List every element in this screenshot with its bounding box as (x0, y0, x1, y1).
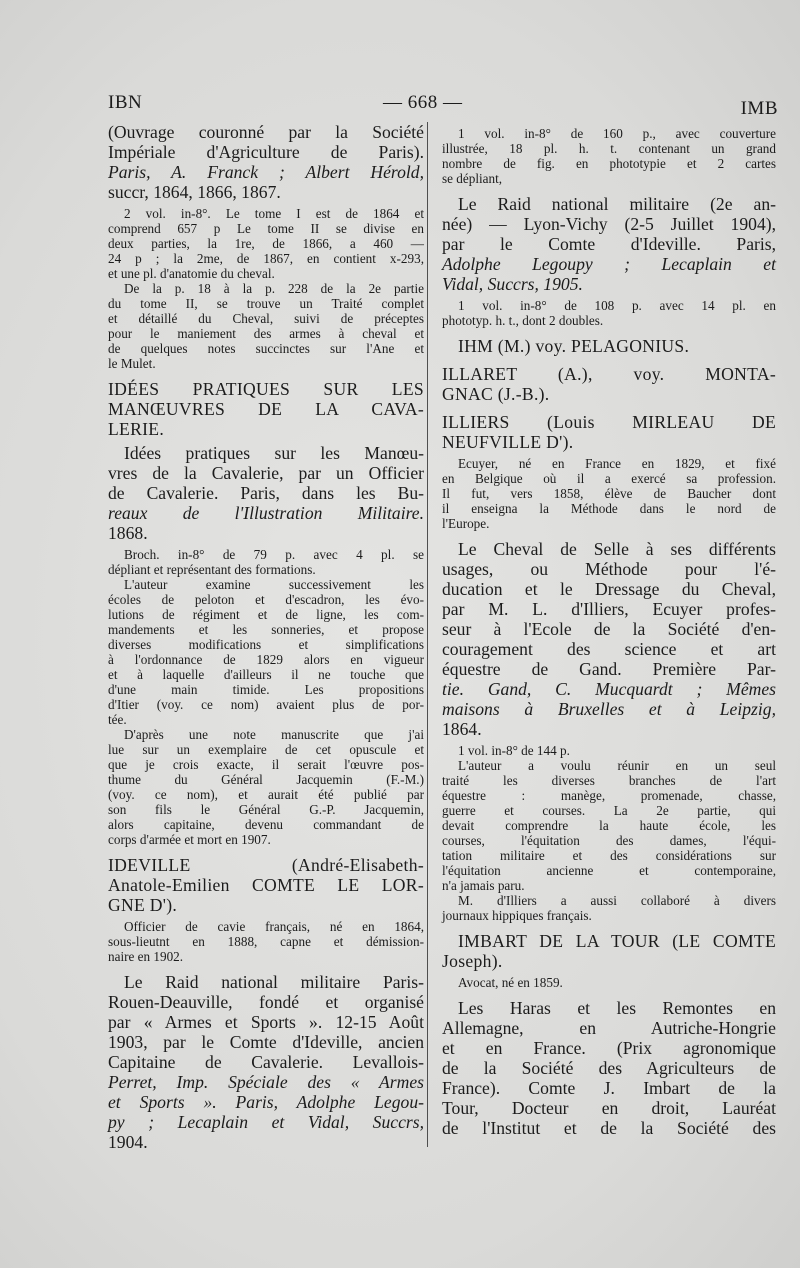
entry-note (442, 298, 776, 328)
text-line: Paris, A. Franck ; Albert Hérold, (108, 162, 424, 182)
column-divider (427, 122, 428, 1147)
text-line: Tour, Docteur en droit, Lauréat (442, 1098, 776, 1118)
text-line: courses, l'équitation des dames, l'équi- (442, 833, 776, 848)
text-line: MANŒUVRES DE LA CAVA- (108, 399, 424, 419)
text-line: 1 vol. in-8° de 144 p. (458, 743, 570, 758)
text-line: lue sur un exemplaire de cet opuscule et (108, 742, 424, 757)
entry-note (108, 281, 424, 371)
entry-heading (442, 931, 776, 971)
text-line: et Sports ». Paris, Adolphe Legou- (108, 1092, 424, 1112)
entry-note (442, 758, 776, 893)
text-line: lutions de régiment et de ligne, les com- (108, 607, 424, 622)
entry-citation (442, 539, 776, 739)
text-line: IHM (M.) voy. PELAGONIUS. (458, 336, 690, 356)
text-line: le Mulet. (108, 356, 156, 371)
entry-heading (108, 379, 424, 439)
text-line: pour le maniement des armes à cheval et (108, 326, 424, 341)
text-line: Anatole-Emilien COMTE LE LOR- (108, 875, 424, 895)
text-line: l'Europe. (442, 516, 490, 531)
text-line: France). Comte J. Imbart de la (442, 1078, 776, 1098)
entry-note (442, 456, 776, 531)
text-line: Le Raid national militaire (2e an- (458, 194, 776, 214)
text-line: succr, 1864, 1866, 1867. (108, 182, 281, 202)
text-line: Idées pratiques sur les Manœu- (124, 443, 424, 463)
text-line: en Belgique où il a exercé sa profession. (442, 471, 776, 486)
text-line: Ecuyer, né en France en 1829, et fixé (458, 456, 776, 471)
text-line: n'a jamais paru. (442, 878, 525, 893)
text-line: tie. Gand, C. Mucquardt ; Mêmes (442, 679, 776, 699)
text-line: 1 vol. in-8° de 108 p. avec 14 pl. en (458, 298, 776, 313)
text-line: thume du Général Jacquemin (F.-M.) (108, 772, 424, 787)
text-line: Allemagne, en Autriche-Hongrie (442, 1018, 776, 1038)
entry-note (108, 206, 424, 281)
text-line: et à laquelle d'ailleurs il ne touche que (108, 667, 424, 682)
entry-note (108, 727, 424, 847)
text-line: comprend 657 p Le tome II se divise en (108, 221, 424, 236)
text-line: dépliant et représentant des formations. (108, 562, 316, 577)
text-line: ILLARET (A.), voy. MONTA- (442, 364, 776, 384)
text-line: diverses modifications et simplifications (108, 637, 424, 652)
entry-citation (442, 194, 776, 294)
text-line: ducation et le Dressage du Cheval, (442, 579, 776, 599)
text-line: devait comprendre la haute école, les (442, 818, 776, 833)
entry-note (442, 126, 776, 186)
text-line: LERIE. (108, 419, 165, 439)
text-line: L'auteur a voulu réunir en un seul (458, 758, 776, 773)
text-line: Joseph). (442, 951, 503, 971)
left-column (108, 122, 424, 1154)
entry-heading (442, 336, 776, 356)
entry-note (108, 919, 424, 964)
text-line: de l'Institut et de la Société des (442, 1118, 776, 1138)
entry-note (442, 893, 776, 923)
entry-heading (442, 364, 776, 404)
text-line: 1903, par le Comte d'Ideville, ancien (108, 1032, 424, 1052)
text-line: Avocat, né en 1859. (458, 975, 563, 990)
text-line: 24 p ; la 2me, de 1867, en contient x-293, (108, 251, 424, 266)
text-line: 1868. (108, 523, 148, 543)
entry-citation (442, 998, 776, 1138)
text-line: Rouen-Deauville, fondé et organisé (108, 992, 424, 1012)
text-line: nombre de fig. en phototypie et 2 cartes (442, 156, 776, 171)
text-line: mandements et les sonneries, et propose (108, 622, 424, 637)
text-line: Impériale d'Agriculture de Paris). (108, 142, 424, 162)
text-line: de la Société des Agriculteurs de (442, 1058, 776, 1078)
text-line: phototyp. h. t., dont 2 doubles. (442, 313, 604, 328)
entry-note (442, 975, 776, 990)
text-line: deux parties, la 1re, de 1866, a 460 — (108, 236, 424, 251)
text-line: et en France. (Prix agronomique (442, 1038, 776, 1058)
text-line: IDEVILLE (André-Elisabeth- (108, 855, 424, 875)
text-line: (voy. ce nom), et aurait été publié par (108, 787, 424, 802)
text-line: l'équitation ancienne et contemporaine, (442, 863, 776, 878)
header-right-guide-word: IMB (740, 98, 778, 119)
entry-note (108, 547, 424, 577)
page-number: — 668 — (383, 92, 463, 113)
right-column (442, 122, 776, 1140)
text-line: NEUFVILLE D'). (442, 432, 574, 452)
text-line: py ; Lecaplain et Vidal, Succrs, (108, 1112, 424, 1132)
text-line: équestre : manège, promenade, chasse, (442, 788, 776, 803)
text-line: M. d'Illiers a aussi collaboré à divers (458, 893, 776, 908)
text-line: Capitaine de Cavalerie. Levallois- (108, 1052, 424, 1072)
text-line: tée. (108, 712, 127, 727)
text-line: couragement des science et art (442, 639, 776, 659)
text-line: équestre de Gand. Première Par- (442, 659, 776, 679)
text-line: GNE D'). (108, 895, 178, 915)
text-line: née) — Lyon-Vichy (2-5 Juillet 1904), (442, 214, 776, 234)
text-line: écoles de peloton et d'escadron, les évo- (108, 592, 424, 607)
text-line: sous-lieutnt en 1888, capne et démission- (108, 934, 424, 949)
text-line: Le Raid national militaire Paris- (124, 972, 424, 992)
text-line: Il fut, vers 1858, élève de Baucher dont (442, 486, 776, 501)
text-line: Broch. in-8° de 79 p. avec 4 pl. se (124, 547, 424, 562)
text-line: tation militaire et des considérations sur (442, 848, 776, 863)
text-line: d'Itier (voy. ce nom) avaient plus de por- (108, 697, 424, 712)
text-line: par le Comte d'Ideville. Paris, (442, 234, 776, 254)
text-line: illustrée, 18 pl. h. t. contenant un grand (442, 141, 776, 156)
text-line: Vidal, Succrs, 1905. (442, 274, 583, 294)
text-line: du tome II, se trouve un Traité complet (108, 296, 424, 311)
text-line: 1864. (442, 719, 482, 739)
text-line: se dépliant, (442, 171, 503, 186)
header-left-guide-word: IBN (108, 92, 143, 113)
text-line: seur à l'Ecole de la Société d'en- (442, 619, 776, 639)
text-line: et une pl. d'anatomie du cheval. (108, 266, 275, 281)
text-line: il enseigna la Méthode dans le nord de (442, 501, 776, 516)
text-line: Perret, Imp. Spéciale des « Armes (108, 1072, 424, 1092)
text-line: D'après une note manuscrite que j'ai (124, 727, 424, 742)
text-line: maisons à Bruxelles et à Leipzig, (442, 699, 776, 719)
entry-note (108, 577, 424, 727)
text-line: que je crois exacte, il serait l'œuvre pos- (108, 757, 424, 772)
text-line: son fils le Général G.-P. Jacquemin, (108, 802, 424, 817)
entry-citation (108, 122, 424, 202)
text-line: à l'ordonnance de 1829 alors en vigueur (108, 652, 424, 667)
entry-heading (442, 412, 776, 452)
text-line: journaux hippiques français. (442, 908, 592, 923)
text-line: et détaillé du Cheval, suivi de préceptes (108, 311, 424, 326)
text-line: IMBART DE LA TOUR (LE COMTE (458, 931, 776, 951)
text-line: par « Armes et Sports ». 12-15 Août (108, 1012, 424, 1032)
text-line: usages, ou Méthode pour l'é- (442, 559, 776, 579)
text-line: IDÉES PRATIQUES SUR LES (108, 379, 424, 399)
text-line: reaux de l'Illustration Militaire. (108, 503, 424, 523)
text-line: traité les diverses branches de l'art (442, 773, 776, 788)
text-line: De la p. 18 à la p. 228 de la 2e partie (124, 281, 424, 296)
text-line: de Cavalerie. Paris, dans les Bu- (108, 483, 424, 503)
text-line: 1 vol. in-8° de 160 p., avec couverture (458, 126, 776, 141)
text-line: 2 vol. in-8°. Le tome I est de 1864 et (124, 206, 424, 221)
text-line: guerre et courses. La 2e partie, qui (442, 803, 776, 818)
text-line: ILLIERS (Louis MIRLEAU DE (442, 412, 776, 432)
entry-citation (108, 972, 424, 1152)
text-line: L'auteur examine successivement les (124, 577, 424, 592)
text-line: vres de la Cavalerie, par un Officier (108, 463, 424, 483)
text-line: Officier de cavie français, né en 1864, (124, 919, 424, 934)
text-line: alors capitaine, devenu commandant de (108, 817, 424, 832)
text-line: de quelques notes succinctes sur l'Ane et (108, 341, 424, 356)
entry-heading (108, 855, 424, 915)
text-line: GNAC (J.-B.). (442, 384, 550, 404)
text-line: 1904. (108, 1132, 148, 1152)
text-line: corps d'armée et mort en 1907. (108, 832, 271, 847)
text-line: Adolphe Legoupy ; Lecaplain et (442, 254, 776, 274)
entry-note (442, 743, 776, 758)
text-line: par M. L. d'Illiers, Ecuyer profes- (442, 599, 776, 619)
text-line: Le Cheval de Selle à ses différents (458, 539, 776, 559)
running-head (108, 92, 778, 120)
text-line: d'une main timide. Les propositions (108, 682, 424, 697)
entry-citation (108, 443, 424, 543)
text-line: naire en 1902. (108, 949, 184, 964)
text-line: Les Haras et les Remontes en (458, 998, 776, 1018)
text-line: (Ouvrage couronné par la Société (108, 122, 424, 142)
